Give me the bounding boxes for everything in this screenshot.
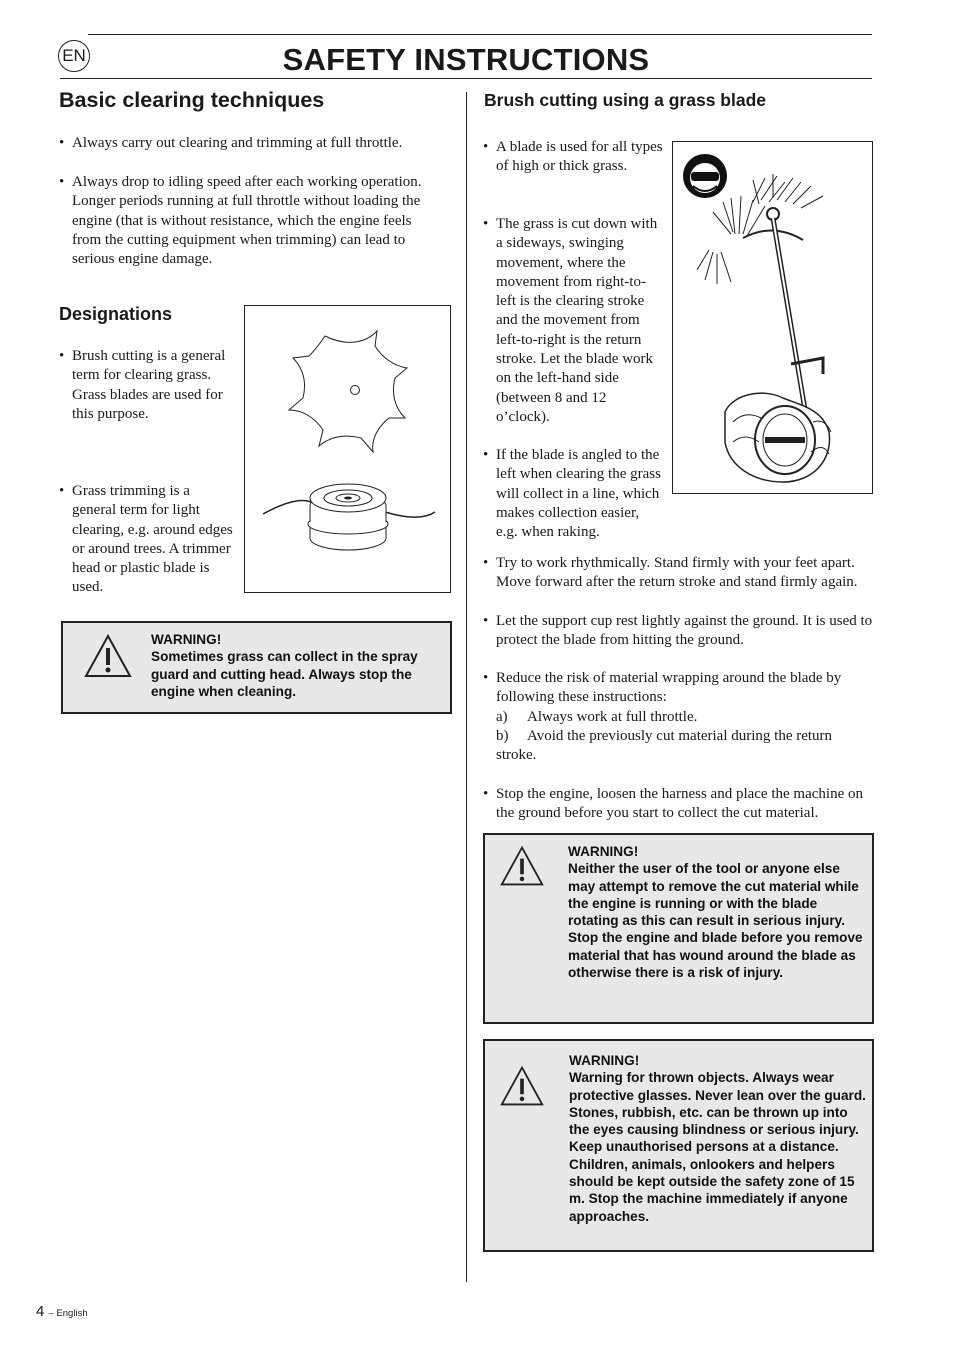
list-item xyxy=(59,347,235,424)
grass-blade-and-trimmer-head-illustration xyxy=(245,306,450,592)
list-item xyxy=(59,482,235,598)
grass-blade-icon xyxy=(289,331,407,452)
face-protection-icon xyxy=(683,154,727,198)
warning-line: Neither the user of the tool or anyone else may attempt to remove the cut material while the engine is running or with the blade rotating as this can result in serious injury. xyxy=(568,861,859,929)
bullet-dot: • xyxy=(483,555,489,571)
warning-text xyxy=(568,843,868,981)
warning-triangle-icon xyxy=(499,1063,545,1109)
bullet-dot: • xyxy=(483,216,489,232)
warning-box xyxy=(61,621,452,714)
warning-title: WARNING! xyxy=(151,632,222,647)
bullet-dot: • xyxy=(483,786,489,802)
warning-line: Stop the engine and blade before you remove material that has wound around the blade as otherwise there is a risk of injury. xyxy=(568,930,863,981)
list-item xyxy=(59,173,444,269)
bullet-dot: • xyxy=(483,670,489,686)
operator-icon xyxy=(725,393,831,482)
list-item xyxy=(483,612,875,651)
warning-text xyxy=(151,631,446,700)
cutting-equipment-figure xyxy=(244,305,451,593)
language-badge: EN xyxy=(58,40,90,72)
list-item-text: Always drop to idling speed after each working operation. Longer periods running at full throttle without loading the engine (that is without resistance, which the engine feels from the cutting equipment when trimming) can lead to serious engine damage. xyxy=(72,174,422,268)
header-bottom-rule xyxy=(60,78,872,79)
list-item-text: Try to work rhythmically. Stand firmly with your feet apart. Move forward after the return stroke and stand firmly again. xyxy=(496,555,858,591)
warning-triangle-icon xyxy=(499,843,545,889)
warning-text xyxy=(569,1052,869,1225)
sub-item-label-b: b) xyxy=(496,727,509,744)
trimmer-head-icon xyxy=(263,484,435,550)
bullet-dot: • xyxy=(59,135,65,151)
bullet-dot: • xyxy=(483,613,489,629)
warning-box xyxy=(483,833,874,1024)
warning-line: Warning for thrown objects. Always wear protective glasses. Never lean over the guard. Stones, rubbish, etc. can be thrown up into the eyes causing blindness or serious injury. xyxy=(569,1070,866,1138)
bullet-dot: • xyxy=(59,483,65,499)
list-item xyxy=(483,215,663,427)
sub-item-label-a: a) xyxy=(496,708,508,725)
list-item-text: The grass is cut down with a sideways, swinging movement, where the movement from right-to-left is the clearing stroke and the movement from left-to-right is the return stroke. Let the blade work on the left-hand side (between 8 and 12 o’clock). xyxy=(496,216,658,425)
list-item xyxy=(483,138,663,177)
warning-line: Keep unauthorised persons at a distance. Children, animals, onlookers and helpers should be kept outside the safety zone of 15 m. Stop the machine immediately if anyone approaches. xyxy=(569,1139,855,1224)
list-item xyxy=(483,669,875,765)
sub-item-a: Always work at full throttle. xyxy=(527,708,698,725)
sub-item-b: Avoid the previously cut material during the return stroke. xyxy=(496,727,833,764)
brush-cutter-illustration xyxy=(673,142,872,493)
list-item-text: Grass trimming is a general term for light clearing, e.g. around edges or around trees. A trimmer head or plastic blade is used. xyxy=(72,483,233,596)
section-heading-brush-cutting: Brush cutting using a grass blade xyxy=(484,90,766,110)
list-item-text xyxy=(496,669,875,765)
section-heading-designations: Designations xyxy=(59,304,173,324)
bullet-dot: • xyxy=(59,174,65,190)
page-title: SAFETY INSTRUCTIONS xyxy=(282,42,650,77)
warning-line: Sometimes grass can collect in the spray guard and cutting head. Always stop the engine when cleaning. xyxy=(151,649,418,699)
list-item-text: Let the support cup rest lightly against the ground. It is used to protect the blade from hitting the ground. xyxy=(496,613,873,649)
header-top-rule xyxy=(88,34,872,35)
column-divider xyxy=(466,92,467,1282)
page-footer xyxy=(36,1303,88,1320)
brush-cutter-operator-figure xyxy=(672,141,873,494)
warning-title: WARNING! xyxy=(568,844,639,859)
reduce-intro: Reduce the risk of material wrapping around the blade by following these instructions: xyxy=(496,670,842,706)
page-number: 4 xyxy=(36,1303,45,1320)
bullet-dot: • xyxy=(483,447,489,463)
section-heading-basic-clearing: Basic clearing techniques xyxy=(59,88,325,112)
warning-title: WARNING! xyxy=(569,1053,640,1068)
list-item xyxy=(483,554,875,593)
list-item-text: Brush cutting is a general term for clearing grass. Grass blades are used for this purpose. xyxy=(72,348,226,422)
warning-box xyxy=(483,1039,874,1252)
list-item xyxy=(483,785,875,824)
bullet-dot: • xyxy=(59,348,65,364)
list-item-text: Always carry out clearing and trimming at full throttle. xyxy=(72,135,403,151)
footer-language: – English xyxy=(48,1308,88,1319)
list-item xyxy=(59,134,444,153)
warning-triangle-icon xyxy=(83,633,133,679)
list-item xyxy=(483,446,663,542)
bullet-dot: • xyxy=(483,139,489,155)
list-item-text: A blade is used for all types of high or thick grass. xyxy=(496,139,663,175)
list-item-text: Stop the engine, loosen the harness and place the machine on the ground before you start to collect the cut material. xyxy=(496,786,863,822)
list-item-text: If the blade is angled to the left when clearing the grass will collect in a line, which makes collection easier, e.g. when raking. xyxy=(496,447,661,541)
